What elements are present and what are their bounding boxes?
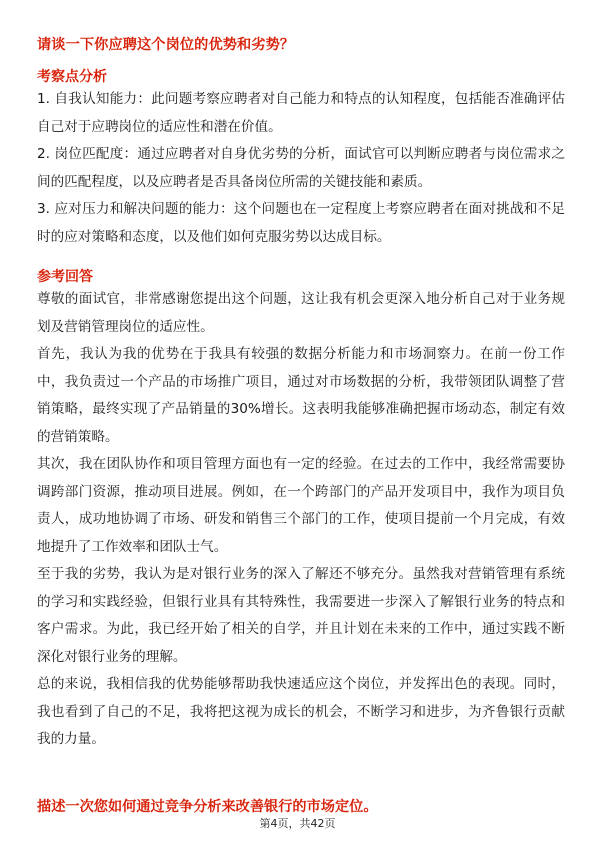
answer-heading: 参考回答 xyxy=(37,269,93,285)
answer-paragraph: 首先，我认为我的优势在于我具有较强的数据分析能力和市场洞察力。在前一份工作中，我负责过一个产品的市场推广项目，通过对市场数据的分析，我带领团队调整了营销策略，最终实现了产品销量的30%增长。这表明我能够准确把握市场动态，制定有效的营销策略。 xyxy=(37,346,565,445)
analysis-list xyxy=(37,86,565,251)
analysis-heading: 考察点分析 xyxy=(37,69,107,85)
page-number: 第4页，共42页 xyxy=(259,817,336,830)
answer-paragraph: 其次，我在团队协作和项目管理方面也有一定的经验。在过去的工作中，我经常需要协调跨部门资源，推动项目进展。例如，在一个跨部门的产品开发项目中，我作为项目负责人，成功地协调了市场、研发和销售三个部门的工作，使项目提前一个月完成，有效地提升了工作效率和团队士气。 xyxy=(37,456,565,555)
analysis-item: 1. 自我认知能力：此问题考察应聘者对自己能力和特点的认知程度，包括能否准确评估自己对于应聘岗位的适应性和潜在价值。 xyxy=(37,91,565,135)
answer-paragraph: 总的来说，我相信我的优势能够帮助我快速适应这个岗位，并发挥出色的表现。同时，我也看到了自己的不足，我将把这视为成长的机会，不断学习和进步，为齐鲁银行贡献我的力量。 xyxy=(37,676,565,747)
answer-paragraph: 至于我的劣势，我认为是对银行业务的深入了解还不够充分。虽然我对营销管理有系统的学习和实践经验，但银行业具有其特殊性，我需要进一步深入了解银行业务的特点和客户需求。为此，我已经开始了相关的自学，并且计划在未来的工作中，通过实践不断深化对银行业务的理解。 xyxy=(37,566,565,665)
answer-paragraph: 尊敬的面试官，非常感谢您提出这个问题，这让我有机会更深入地分析自己对于业务规划及营销管理岗位的适应性。 xyxy=(37,291,565,335)
next-question-title: 描述一次您如何通过竞争分析来改善银行的市场定位。 xyxy=(37,799,378,815)
answer-body xyxy=(37,286,565,754)
analysis-item: 3. 应对压力和解决问题的能力：这个问题也在一定程度上考察应聘者在面对挑战和不足时的应对策略和态度，以及他们如何克服劣势以达成目标。 xyxy=(37,201,565,245)
question-title: 请谈一下你应聘这个岗位的优势和劣势？ xyxy=(37,37,295,53)
analysis-item: 2. 岗位匹配度：通过应聘者对自身优劣势的分析，面试官可以判断应聘者与岗位需求之间的匹配程度，以及应聘者是否具备岗位所需的关键技能和素质。 xyxy=(37,146,565,190)
